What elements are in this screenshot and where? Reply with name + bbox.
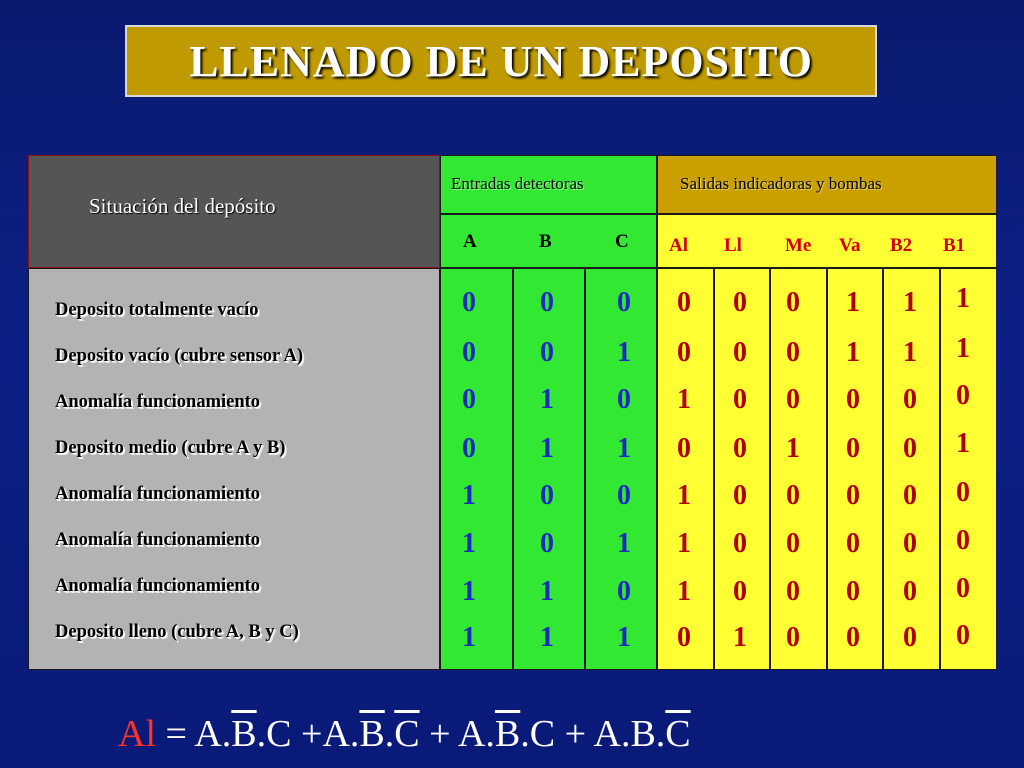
boolean-formula <box>118 712 691 756</box>
situation-column <box>28 268 440 670</box>
negated-variable: $\overline{C}$ <box>394 713 420 755</box>
input-digit-c: 0 <box>617 384 631 415</box>
negated-variable: $\overline{B}$ <box>494 713 521 755</box>
header-situation-label: Situación del depósito <box>89 194 276 218</box>
output-digit-b1: 0 <box>956 620 970 651</box>
output-digit-b2: 0 <box>903 622 917 653</box>
formula-token: . <box>655 713 666 755</box>
output-digit-me: 0 <box>786 576 800 607</box>
output-digit-b1: 1 <box>956 428 970 459</box>
input-digit-a: 1 <box>462 480 476 511</box>
row-label: Anomalía funcionamiento <box>55 576 261 596</box>
input-digit-b: 1 <box>540 576 554 607</box>
output-digit-ll: 0 <box>733 433 747 464</box>
input-digit-b: 0 <box>540 337 554 368</box>
output-label-b2: B2 <box>890 235 913 256</box>
output-digit-va: 0 <box>846 480 860 511</box>
formula-token: . <box>256 713 267 755</box>
input-digit-a: 0 <box>462 433 476 464</box>
formula-rhs <box>194 713 690 755</box>
output-label-me: Me <box>785 235 812 256</box>
output-digit-me: 0 <box>786 384 800 415</box>
column-al <box>657 268 714 670</box>
input-digit-b: 1 <box>540 433 554 464</box>
input-digit-a: 0 <box>462 384 476 415</box>
input-digit-b: 0 <box>540 287 554 318</box>
output-digit-al: 0 <box>677 287 691 318</box>
output-digit-b2: 0 <box>903 576 917 607</box>
output-digit-b1: 0 <box>956 380 970 411</box>
formula-token: B <box>630 713 656 755</box>
output-digit-al: 0 <box>677 622 691 653</box>
output-digit-b2: 1 <box>903 337 917 368</box>
formula-lhs: Al <box>118 713 156 755</box>
output-digit-b2: 0 <box>903 480 917 511</box>
input-label-a: A <box>463 231 477 252</box>
formula-equals: = <box>156 713 195 755</box>
output-label-al: Al <box>669 235 688 256</box>
input-digit-a: 0 <box>462 337 476 368</box>
input-label-c: C <box>615 231 629 252</box>
output-digit-al: 1 <box>677 528 691 559</box>
formula-token: C <box>266 713 292 755</box>
formula-token: . <box>384 713 395 755</box>
formula-token: + <box>291 713 323 755</box>
row-label: Deposito totalmente vacío <box>55 300 259 320</box>
column-me <box>770 268 827 670</box>
input-digit-a: 1 <box>462 622 476 653</box>
formula-token: A <box>593 713 621 755</box>
output-digit-al: 0 <box>677 433 691 464</box>
formula-token: A <box>194 713 222 755</box>
input-digit-b: 1 <box>540 622 554 653</box>
output-digit-va: 0 <box>846 528 860 559</box>
output-digit-me: 0 <box>786 528 800 559</box>
output-digit-b1: 1 <box>956 333 970 364</box>
output-digit-me: 0 <box>786 337 800 368</box>
input-labels-row <box>440 214 657 268</box>
output-label-b1: B1 <box>943 235 966 256</box>
output-digit-va: 0 <box>846 576 860 607</box>
row-label: Anomalía funcionamiento <box>55 484 261 504</box>
input-digit-c: 0 <box>617 480 631 511</box>
output-digit-ll: 0 <box>733 480 747 511</box>
output-label-ll: Ll <box>724 235 742 256</box>
formula-token: + <box>555 713 594 755</box>
input-digit-a: 0 <box>462 287 476 318</box>
formula-token: C <box>529 713 556 755</box>
negated-variable: $\overline{B}$ <box>231 713 257 755</box>
input-digit-c: 1 <box>617 337 631 368</box>
negated-variable: $\overline{C}$ <box>665 713 691 755</box>
formula-token: A <box>457 713 486 755</box>
output-digit-al: 1 <box>677 480 691 511</box>
header-inputs <box>440 155 657 214</box>
output-digit-al: 0 <box>677 337 691 368</box>
formula-token: + <box>419 713 458 755</box>
input-digit-b: 1 <box>540 384 554 415</box>
row-label: Deposito lleno (cubre A, B y C) <box>55 622 299 642</box>
output-digit-ll: 0 <box>733 384 747 415</box>
output-digit-al: 1 <box>677 384 691 415</box>
input-digit-a: 1 <box>462 528 476 559</box>
input-label-b: B <box>539 231 552 252</box>
formula-token: . <box>349 713 360 755</box>
output-digit-va: 1 <box>846 337 860 368</box>
input-digit-c: 1 <box>617 528 631 559</box>
input-digit-b: 0 <box>540 528 554 559</box>
column-b2 <box>883 268 940 670</box>
output-digit-ll: 1 <box>733 622 747 653</box>
output-digit-al: 1 <box>677 576 691 607</box>
header-outputs-label: Salidas indicadoras y bombas <box>680 174 882 193</box>
input-digit-c: 0 <box>617 576 631 607</box>
input-digit-c: 0 <box>617 287 631 318</box>
row-label: Deposito vacío (cubre sensor A) <box>55 346 304 366</box>
row-label: Anomalía funcionamiento <box>55 392 261 412</box>
row-label: Deposito medio (cubre A y B) <box>55 438 286 458</box>
output-digit-me: 1 <box>786 433 800 464</box>
output-digit-va: 0 <box>846 384 860 415</box>
output-digit-me: 0 <box>786 480 800 511</box>
input-digit-c: 1 <box>617 622 631 653</box>
formula-token: . <box>221 713 232 755</box>
header-situation <box>28 155 440 268</box>
column-c <box>585 268 657 670</box>
output-digit-b1: 0 <box>956 477 970 508</box>
negated-variable: $\overline{B}$ <box>359 713 385 755</box>
output-digit-b1: 0 <box>956 573 970 604</box>
output-digit-va: 0 <box>846 622 860 653</box>
output-digit-me: 0 <box>786 622 800 653</box>
output-labels-row <box>657 214 997 268</box>
column-ll <box>714 268 770 670</box>
title-banner <box>125 25 877 97</box>
output-digit-va: 1 <box>846 287 860 318</box>
column-a <box>440 268 513 670</box>
output-digit-b2: 0 <box>903 528 917 559</box>
column-va <box>827 268 883 670</box>
output-digit-b1: 1 <box>956 283 970 314</box>
output-digit-va: 0 <box>846 433 860 464</box>
column-b <box>513 268 585 670</box>
header-inputs-label: Entradas detectoras <box>451 174 584 193</box>
formula-token: A <box>322 713 350 755</box>
output-digit-b2: 1 <box>903 287 917 318</box>
row-label: Anomalía funcionamiento <box>55 530 261 550</box>
formula-token: . <box>520 713 530 755</box>
output-label-va: Va <box>839 235 861 256</box>
formula-token: . <box>485 713 495 755</box>
output-digit-b1: 0 <box>956 525 970 556</box>
column-b1 <box>940 268 997 670</box>
input-digit-b: 0 <box>540 480 554 511</box>
header-outputs <box>657 155 997 214</box>
formula-token: . <box>620 713 631 755</box>
output-digit-b2: 0 <box>903 433 917 464</box>
output-digit-ll: 0 <box>733 287 747 318</box>
output-digit-ll: 0 <box>733 337 747 368</box>
output-digit-b2: 0 <box>903 384 917 415</box>
input-digit-c: 1 <box>617 433 631 464</box>
output-digit-ll: 0 <box>733 576 747 607</box>
output-digit-me: 0 <box>786 287 800 318</box>
output-digit-ll: 0 <box>733 528 747 559</box>
slide-title: LLENADO DE UN DEPOSITO <box>189 36 813 86</box>
input-digit-a: 1 <box>462 576 476 607</box>
